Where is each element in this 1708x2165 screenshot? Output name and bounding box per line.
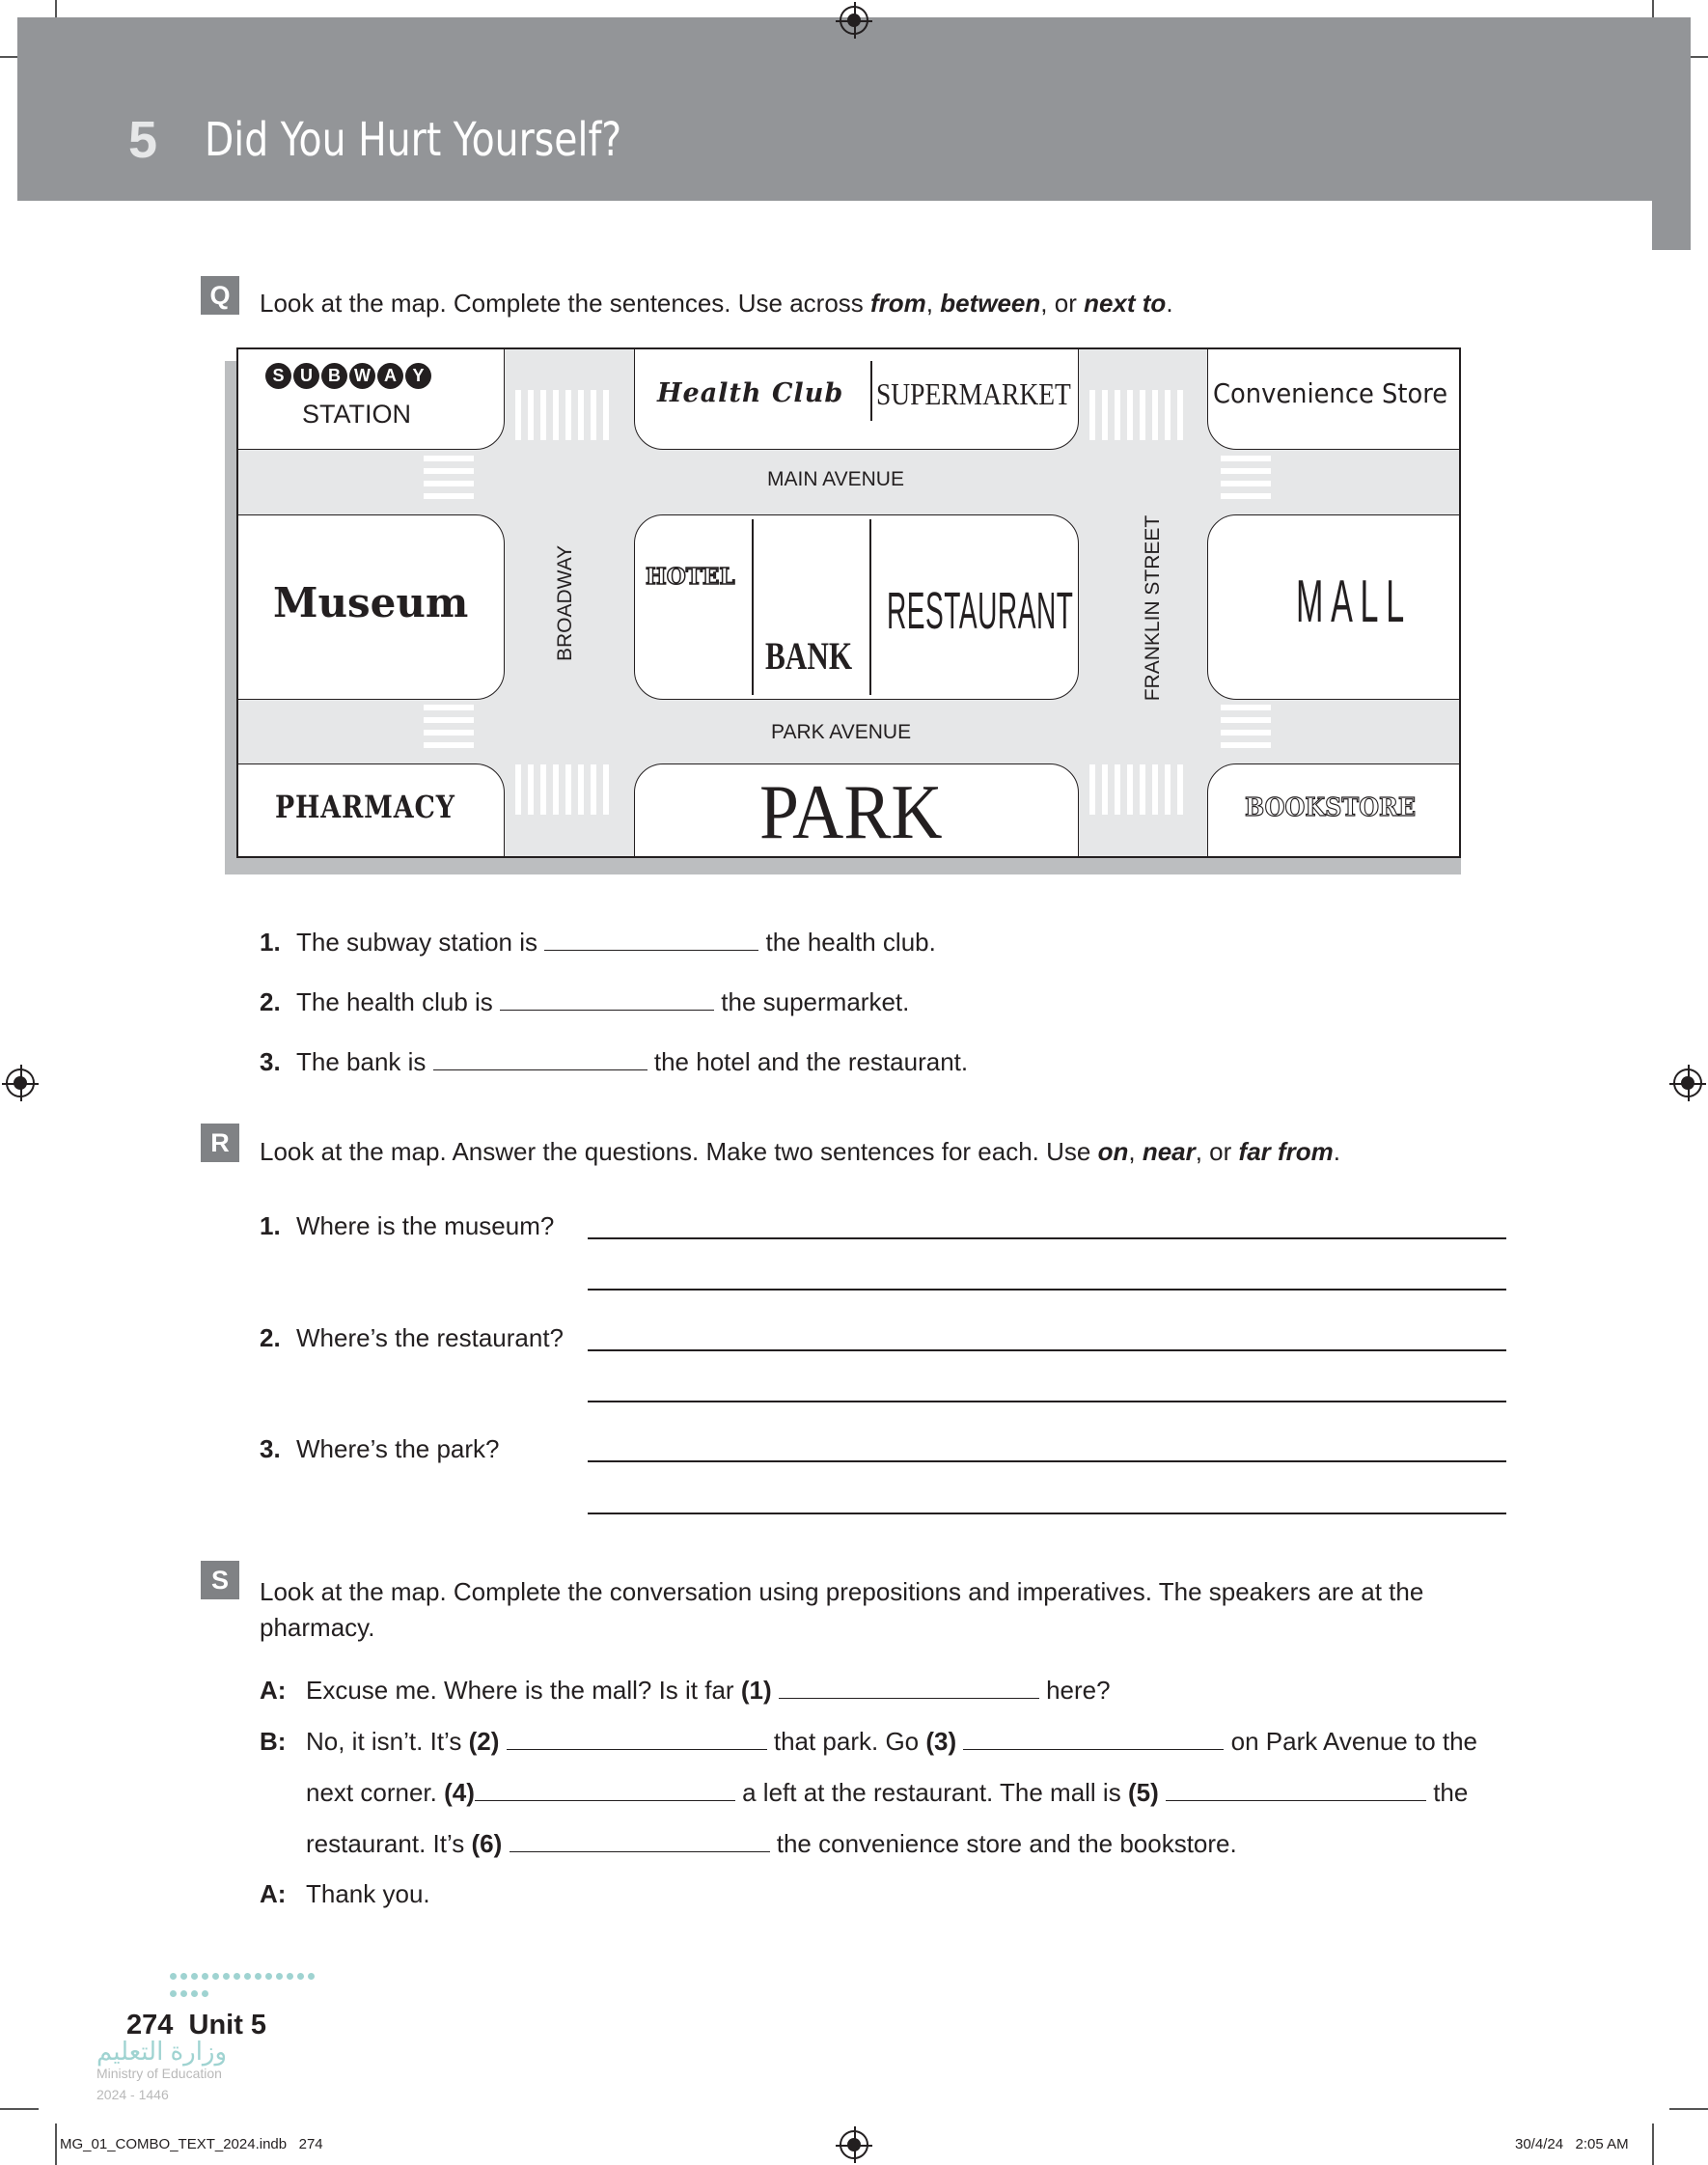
answer-line[interactable] xyxy=(588,1513,1506,1514)
answer-blank[interactable] xyxy=(544,930,758,951)
section-badge-s: S xyxy=(201,1561,239,1599)
crop-mark xyxy=(0,2108,39,2110)
place-restaurant: RESTAURANT xyxy=(887,582,1074,640)
footer-date: 30/4/24 2:05 AM xyxy=(1515,2136,1629,2152)
place-park: PARK xyxy=(759,770,943,855)
road-broadway: BROADWAY xyxy=(554,544,576,661)
crosswalk xyxy=(1089,764,1186,815)
answer-line[interactable] xyxy=(588,1349,1506,1351)
subway-logo: S U B W A Y xyxy=(265,363,433,389)
place-museum: Museum xyxy=(273,579,469,626)
registration-mark-icon xyxy=(840,6,868,35)
r-item-3: 3. Where’s the park? xyxy=(260,1434,500,1463)
q-item-1: 1. The subway station is the health club. xyxy=(260,928,936,957)
crop-mark xyxy=(55,2123,57,2165)
place-supermarket: SUPERMARKET xyxy=(876,376,1071,411)
crop-mark xyxy=(1669,2108,1708,2110)
answer-line[interactable] xyxy=(588,1289,1506,1291)
registration-mark-icon xyxy=(6,1069,35,1097)
registration-mark-icon xyxy=(1673,1069,1702,1097)
page-title: Did You Hurt Yourself? xyxy=(205,113,622,167)
place-mall: MALL xyxy=(1296,569,1412,635)
divider xyxy=(870,361,872,421)
crosswalk xyxy=(1221,705,1271,755)
ministry-arabic: وزارة التعليم xyxy=(96,2037,228,2066)
road-franklin-street: FRANKLIN STREET xyxy=(1142,514,1164,702)
r-item-1: 1. Where is the museum? xyxy=(260,1211,555,1240)
dialogue-line-a2: A: Thank you. xyxy=(260,1879,430,1908)
answer-line[interactable] xyxy=(588,1237,1506,1239)
section-s-instruction-line-1: Look at the map. Complete the conversation using prepositions and imperatives. The speakers are at the xyxy=(260,1577,1424,1606)
answer-blank[interactable] xyxy=(500,989,714,1011)
unit-number: 5 xyxy=(128,111,158,169)
answer-blank[interactable] xyxy=(963,1729,1224,1750)
crosswalk xyxy=(1221,456,1271,506)
answer-blank[interactable] xyxy=(779,1678,1039,1699)
r-item-2: 2. Where’s the restaurant? xyxy=(260,1323,564,1352)
q-item-2: 2. The health club is the supermarket. xyxy=(260,987,910,1016)
place-hotel: HOTEL xyxy=(646,564,735,590)
answer-blank[interactable] xyxy=(475,1780,735,1801)
dialogue-line-b3: restaurant. It’s (6) the convenience store and the bookstore. xyxy=(306,1829,1237,1858)
city-map xyxy=(236,347,1461,858)
answer-line[interactable] xyxy=(588,1460,1506,1462)
ministry-logo-dots xyxy=(168,1969,322,2004)
page-number: 274 Unit 5 xyxy=(126,2010,267,2040)
answer-line[interactable] xyxy=(588,1401,1506,1402)
ministry-year: 2024 - 1446 xyxy=(96,2087,169,2102)
crosswalk xyxy=(424,456,474,506)
footer-file: MG_01_COMBO_TEXT_2024.indb 274 xyxy=(60,2136,323,2152)
divider xyxy=(752,519,754,695)
place-bank: BANK xyxy=(765,634,853,678)
divider xyxy=(869,519,871,695)
header-tab xyxy=(1652,17,1691,250)
section-badge-q: Q xyxy=(201,276,239,315)
answer-blank[interactable] xyxy=(433,1049,647,1070)
dialogue-line-b1: B: No, it isn’t. It’s (2) that park. Go (3) on Park Avenue to the xyxy=(260,1727,1478,1756)
place-subway-station: STATION xyxy=(302,400,411,429)
place-bookstore: BOOKSTORE xyxy=(1245,793,1417,822)
place-convenience-store: Convenience Store xyxy=(1213,377,1448,409)
q-item-3: 3. The bank is the hotel and the restaurant. xyxy=(260,1047,969,1076)
road-park-avenue: PARK AVENUE xyxy=(771,721,912,743)
section-s-instruction-line-2: pharmacy. xyxy=(260,1613,375,1642)
dialogue-line-b2: next corner. (4) a left at the restaurant. The mall is (5) the xyxy=(306,1778,1469,1807)
crosswalk xyxy=(515,764,612,815)
dialogue-line-a1: A: Excuse me. Where is the mall? Is it far (1) here? xyxy=(260,1676,1111,1705)
crosswalk xyxy=(1089,390,1186,440)
crosswalk xyxy=(424,705,474,755)
registration-mark-icon xyxy=(840,2130,868,2159)
section-r-instruction: Look at the map. Answer the questions. Make two sentences for each. Use on, near, or far from. xyxy=(260,1137,1341,1166)
section-badge-r: R xyxy=(201,1124,239,1162)
answer-blank[interactable] xyxy=(1166,1780,1426,1801)
section-q-instruction: Look at the map. Complete the sentences. Use across from, between, or next to. xyxy=(260,289,1173,318)
crosswalk xyxy=(515,390,612,440)
place-health-club: Health Club xyxy=(657,378,844,408)
crop-mark xyxy=(1652,2123,1654,2165)
answer-blank[interactable] xyxy=(507,1729,767,1750)
ministry-label: Ministry of Education xyxy=(96,2066,222,2081)
answer-blank[interactable] xyxy=(510,1831,770,1852)
header-band xyxy=(17,17,1691,201)
place-pharmacy: PHARMACY xyxy=(275,789,455,825)
road-main-avenue: MAIN AVENUE xyxy=(767,468,904,490)
